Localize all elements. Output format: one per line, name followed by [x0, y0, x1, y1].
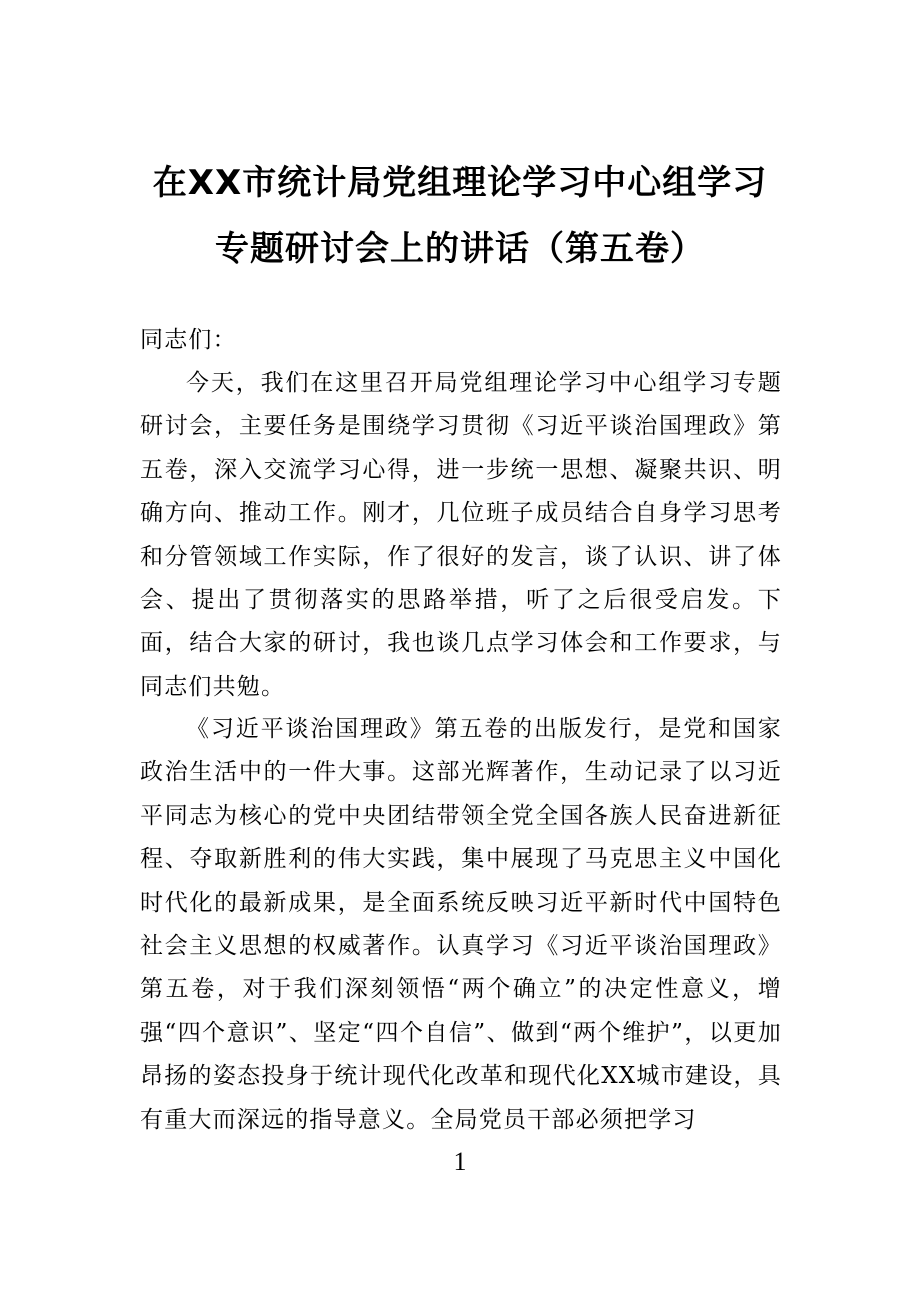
paragraph-2 — [140, 708, 782, 1142]
paragraph-1 — [140, 362, 782, 709]
salutation: 同志们： — [140, 327, 237, 353]
document-title-line-2: 专题研讨会上的讲话（第五卷） — [215, 229, 705, 269]
paragraph-1-text: 今天，我们在这里召开局党组理论学习中心组学习专题研讨会，主要任务是围绕学习贯彻《习近平谈治国理政》第五卷，深入交流学习心得，进一步统一思想、凝聚共识、明确方向、推动工作。刚才，几位班子成员结合自身学习思考和分管领域工作实际，作了很好的发言，谈了认识、讲了体会、提出了贯彻落实的思路举措，听了之后很受启发。下面，结合大家的研讨，我也谈几点学习体会和工作要求，与同志们共勉。 — [140, 370, 782, 700]
paragraph-2-text: 《习近平谈治国理政》第五卷的出版发行，是党和国家政治生活中的一件大事。这部光辉著作，生动记录了以习近平同志为核心的党中央团结带领全党全国各族人民奋进新征程、夺取新胜利的伟大实践，集中展现了马克思主义中国化时代化的最新成果，是全面系统反映习近平新时代中国特色社会主义思想的权威著作。认真学习《习近平谈治国理政》第五卷，对于我们深刻领悟“两个确立”的决定性意义，增强“四个意识”、坚定“四个自信”、做到“两个维护”，以更加昂扬的姿态投身于统计现代化改革和现代化XX城市建设，具有重大而深远的指导意义。全局党员干部必须把学习 — [140, 716, 782, 1133]
document-title-line-1: 在XX市统计局党组理论学习中心组学习 — [152, 163, 768, 203]
page-number: 1 — [453, 1147, 467, 1176]
